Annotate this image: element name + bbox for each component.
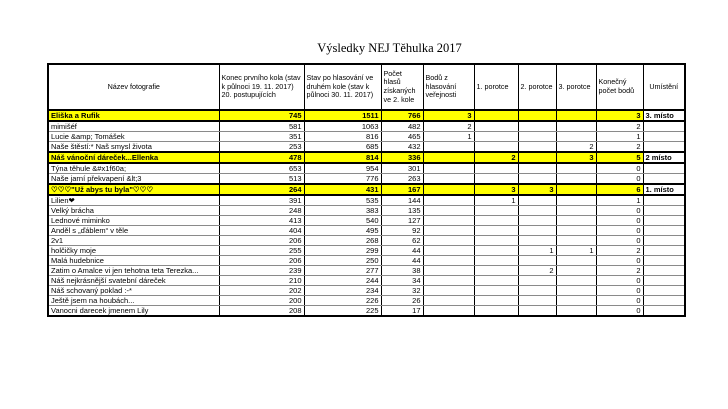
judge3-points-cell	[556, 276, 596, 286]
round1-count-cell: 210	[219, 276, 304, 286]
judge3-points-cell	[556, 195, 596, 206]
round2-count-cell: 816	[304, 132, 381, 142]
total-points-cell: 0	[596, 276, 643, 286]
round2-count-cell: 1511	[304, 110, 381, 121]
judge2-points-cell	[518, 163, 556, 174]
column-header-8: Konečný počet bodů	[596, 64, 643, 110]
total-points-cell: 0	[596, 256, 643, 266]
judge2-points-cell	[518, 152, 556, 163]
table-row	[48, 226, 685, 236]
judge3-points-cell	[556, 286, 596, 296]
place-cell	[643, 163, 685, 174]
total-points-cell: 2	[596, 121, 643, 132]
round2-votes-cell: 44	[381, 256, 423, 266]
total-points-cell: 6	[596, 184, 643, 195]
round1-count-cell: 745	[219, 110, 304, 121]
total-points-cell: 0	[596, 206, 643, 216]
photo-name-cell: Malá hudebnice	[48, 256, 219, 266]
judge2-points-cell	[518, 216, 556, 226]
round2-votes-cell: 336	[381, 152, 423, 163]
table-row	[48, 195, 685, 206]
public-points-cell	[423, 184, 474, 195]
round1-count-cell: 653	[219, 163, 304, 174]
public-points-cell	[423, 286, 474, 296]
judge3-points-cell: 3	[556, 152, 596, 163]
round2-count-cell: 277	[304, 266, 381, 276]
round2-count-cell: 495	[304, 226, 381, 236]
judge1-points-cell	[474, 276, 518, 286]
judge2-points-cell	[518, 174, 556, 185]
results-tbody	[48, 110, 685, 316]
place-cell	[643, 206, 685, 216]
judge1-points-cell	[474, 306, 518, 317]
round1-count-cell: 200	[219, 296, 304, 306]
round2-count-cell: 431	[304, 184, 381, 195]
table-row	[48, 110, 685, 121]
round1-count-cell: 391	[219, 195, 304, 206]
round2-votes-cell: 44	[381, 246, 423, 256]
round2-votes-cell: 38	[381, 266, 423, 276]
public-points-cell	[423, 174, 474, 185]
public-points-cell	[423, 216, 474, 226]
judge1-points-cell	[474, 121, 518, 132]
round1-count-cell: 264	[219, 184, 304, 195]
round2-votes-cell: 135	[381, 206, 423, 216]
total-points-cell: 0	[596, 163, 643, 174]
photo-name-cell: Týna těhule &#x1f60a;	[48, 163, 219, 174]
table-row	[48, 276, 685, 286]
judge2-points-cell: 3	[518, 184, 556, 195]
round2-votes-cell: 34	[381, 276, 423, 286]
public-points-cell: 3	[423, 110, 474, 121]
round2-votes-cell: 62	[381, 236, 423, 246]
public-points-cell: 2	[423, 121, 474, 132]
judge2-points-cell	[518, 256, 556, 266]
round2-votes-cell: 301	[381, 163, 423, 174]
public-points-cell	[423, 206, 474, 216]
judge1-points-cell	[474, 266, 518, 276]
total-points-cell: 1	[596, 132, 643, 142]
judge3-points-cell	[556, 256, 596, 266]
judge2-points-cell	[518, 276, 556, 286]
place-cell	[643, 246, 685, 256]
place-cell	[643, 142, 685, 153]
place-cell	[643, 195, 685, 206]
round2-count-cell: 535	[304, 195, 381, 206]
judge2-points-cell	[518, 236, 556, 246]
photo-name-cell: 2v1	[48, 236, 219, 246]
round1-count-cell: 404	[219, 226, 304, 236]
round2-count-cell: 954	[304, 163, 381, 174]
place-cell	[643, 306, 685, 317]
judge2-points-cell	[518, 206, 556, 216]
place-cell	[643, 236, 685, 246]
total-points-cell: 2	[596, 246, 643, 256]
photo-name-cell: Náš vánoční dáreček...Ellenka	[48, 152, 219, 163]
table-row	[48, 256, 685, 266]
column-header-3: Počet hlasů získaných ve 2. kole	[381, 64, 423, 110]
table-row	[48, 296, 685, 306]
table-row	[48, 286, 685, 296]
judge2-points-cell	[518, 195, 556, 206]
place-cell	[643, 276, 685, 286]
column-header-9: Umístění	[643, 64, 685, 110]
round2-count-cell: 268	[304, 236, 381, 246]
judge3-points-cell	[556, 216, 596, 226]
round1-count-cell: 478	[219, 152, 304, 163]
total-points-cell: 0	[596, 306, 643, 317]
round2-votes-cell: 263	[381, 174, 423, 185]
total-points-cell: 1	[596, 195, 643, 206]
column-header-4: Bodů z hlasování veřejnosti	[423, 64, 474, 110]
place-cell	[643, 266, 685, 276]
photo-name-cell: Ještě jsem na houbách...	[48, 296, 219, 306]
table-row	[48, 132, 685, 142]
column-header-5: 1. porotce	[474, 64, 518, 110]
judge1-points-cell	[474, 132, 518, 142]
round1-count-cell: 413	[219, 216, 304, 226]
column-header-1: Konec prvního kola (stav k půlnoci 19. 11. 2017) 20. postupujících	[219, 64, 304, 110]
judge3-points-cell	[556, 184, 596, 195]
round2-votes-cell: 482	[381, 121, 423, 132]
round1-count-cell: 255	[219, 246, 304, 256]
round2-votes-cell: 26	[381, 296, 423, 306]
judge2-points-cell	[518, 132, 556, 142]
photo-name-cell: Eliška a Rufik	[48, 110, 219, 121]
judge1-points-cell	[474, 286, 518, 296]
place-cell	[643, 226, 685, 236]
judge2-points-cell	[518, 296, 556, 306]
total-points-cell: 2	[596, 142, 643, 153]
round2-votes-cell: 17	[381, 306, 423, 317]
round2-votes-cell: 766	[381, 110, 423, 121]
judge1-points-cell	[474, 216, 518, 226]
table-row	[48, 142, 685, 153]
round1-count-cell: 206	[219, 256, 304, 266]
public-points-cell	[423, 142, 474, 153]
round1-count-cell: 581	[219, 121, 304, 132]
photo-name-cell: holčičky moje	[48, 246, 219, 256]
place-cell	[643, 132, 685, 142]
round2-count-cell: 226	[304, 296, 381, 306]
judge3-points-cell: 1	[556, 246, 596, 256]
round2-count-cell: 234	[304, 286, 381, 296]
total-points-cell: 5	[596, 152, 643, 163]
round2-votes-cell: 167	[381, 184, 423, 195]
round1-count-cell: 253	[219, 142, 304, 153]
photo-name-cell: Zatim o Amalce vi jen tehotna teta Terezka...	[48, 266, 219, 276]
judge1-points-cell	[474, 246, 518, 256]
public-points-cell	[423, 246, 474, 256]
total-points-cell: 0	[596, 216, 643, 226]
public-points-cell	[423, 226, 474, 236]
total-points-cell: 3	[596, 110, 643, 121]
table-row	[48, 174, 685, 185]
column-header-2: Stav po hlasování ve druhém kole (stav k půlnoci 30. 11. 2017)	[304, 64, 381, 110]
round2-count-cell: 299	[304, 246, 381, 256]
place-cell	[643, 296, 685, 306]
round2-votes-cell: 432	[381, 142, 423, 153]
column-header-0: Název fotografie	[48, 64, 219, 110]
column-header-6: 2. porotce	[518, 64, 556, 110]
judge3-points-cell	[556, 236, 596, 246]
round2-votes-cell: 127	[381, 216, 423, 226]
public-points-cell	[423, 236, 474, 246]
table-row	[48, 266, 685, 276]
photo-name-cell: Lilien❤	[48, 195, 219, 206]
judge3-points-cell	[556, 226, 596, 236]
table-row	[48, 236, 685, 246]
judge1-points-cell	[474, 256, 518, 266]
photo-name-cell: Vanocni darecek jmenem Lily	[48, 306, 219, 317]
total-points-cell: 0	[596, 226, 643, 236]
photo-name-cell: Velký brácha	[48, 206, 219, 216]
round1-count-cell: 208	[219, 306, 304, 317]
public-points-cell	[423, 266, 474, 276]
photo-name-cell: ♡♡♡"Už abys tu byla"♡♡♡	[48, 184, 219, 195]
table-row	[48, 184, 685, 195]
round2-count-cell: 685	[304, 142, 381, 153]
round2-count-cell: 776	[304, 174, 381, 185]
judge3-points-cell	[556, 132, 596, 142]
place-cell	[643, 174, 685, 185]
table-row	[48, 246, 685, 256]
place-cell	[643, 216, 685, 226]
judge3-points-cell	[556, 306, 596, 317]
judge1-points-cell	[474, 236, 518, 246]
photo-name-cell: Naše jarní překvapení &lt;3	[48, 174, 219, 185]
judge2-points-cell: 1	[518, 246, 556, 256]
public-points-cell	[423, 152, 474, 163]
judge2-points-cell	[518, 121, 556, 132]
table-row	[48, 163, 685, 174]
total-points-cell: 2	[596, 266, 643, 276]
judge3-points-cell	[556, 266, 596, 276]
judge2-points-cell	[518, 110, 556, 121]
page-title: Výsledky NEJ Těhulka 2017	[317, 41, 462, 55]
public-points-cell	[423, 296, 474, 306]
round2-count-cell: 814	[304, 152, 381, 163]
round1-count-cell: 513	[219, 174, 304, 185]
judge3-points-cell: 2	[556, 142, 596, 153]
results-table	[47, 63, 686, 317]
judge2-points-cell	[518, 226, 556, 236]
judge1-points-cell: 1	[474, 195, 518, 206]
judge3-points-cell	[556, 121, 596, 132]
photo-name-cell: Lucie &amp; Tomášek	[48, 132, 219, 142]
judge2-points-cell: 2	[518, 266, 556, 276]
judge2-points-cell	[518, 142, 556, 153]
judge1-points-cell	[474, 142, 518, 153]
judge1-points-cell	[474, 206, 518, 216]
photo-name-cell: Náš nejkrásnější svatební dáreček	[48, 276, 219, 286]
place-cell	[643, 121, 685, 132]
round1-count-cell: 239	[219, 266, 304, 276]
place-cell	[643, 286, 685, 296]
judge3-points-cell	[556, 174, 596, 185]
judge1-points-cell: 3	[474, 184, 518, 195]
place-cell	[643, 256, 685, 266]
round2-votes-cell: 465	[381, 132, 423, 142]
judge1-points-cell	[474, 110, 518, 121]
round1-count-cell: 202	[219, 286, 304, 296]
column-header-7: 3. porotce	[556, 64, 596, 110]
round2-count-cell: 540	[304, 216, 381, 226]
judge3-points-cell	[556, 110, 596, 121]
photo-name-cell: mimišéf	[48, 121, 219, 132]
round2-count-cell: 1063	[304, 121, 381, 132]
photo-name-cell: Lednové miminko	[48, 216, 219, 226]
judge1-points-cell	[474, 174, 518, 185]
judge1-points-cell	[474, 226, 518, 236]
round1-count-cell: 351	[219, 132, 304, 142]
total-points-cell: 0	[596, 286, 643, 296]
photo-name-cell: Anděl s „ďáblem“ v těle	[48, 226, 219, 236]
public-points-cell	[423, 276, 474, 286]
judge3-points-cell	[556, 296, 596, 306]
total-points-cell: 0	[596, 174, 643, 185]
table-row	[48, 306, 685, 317]
table-row	[48, 206, 685, 216]
round2-count-cell: 225	[304, 306, 381, 317]
public-points-cell	[423, 195, 474, 206]
judge3-points-cell	[556, 206, 596, 216]
table-row	[48, 152, 685, 163]
place-cell: 3. místo	[643, 110, 685, 121]
photo-name-cell: Náš schovaný poklad :-*	[48, 286, 219, 296]
round2-count-cell: 244	[304, 276, 381, 286]
public-points-cell: 1	[423, 132, 474, 142]
round2-count-cell: 250	[304, 256, 381, 266]
judge1-points-cell	[474, 296, 518, 306]
judge1-points-cell: 2	[474, 152, 518, 163]
place-cell: 1. místo	[643, 184, 685, 195]
total-points-cell: 0	[596, 296, 643, 306]
round1-count-cell: 248	[219, 206, 304, 216]
public-points-cell	[423, 163, 474, 174]
round2-votes-cell: 92	[381, 226, 423, 236]
judge2-points-cell	[518, 306, 556, 317]
judge1-points-cell	[474, 163, 518, 174]
round2-votes-cell: 144	[381, 195, 423, 206]
judge2-points-cell	[518, 286, 556, 296]
header-row	[48, 64, 685, 110]
photo-name-cell: Naše štěstí:* Naš smysl života	[48, 142, 219, 153]
public-points-cell	[423, 306, 474, 317]
table-row	[48, 121, 685, 132]
round2-votes-cell: 32	[381, 286, 423, 296]
round2-count-cell: 383	[304, 206, 381, 216]
round1-count-cell: 206	[219, 236, 304, 246]
judge3-points-cell	[556, 163, 596, 174]
place-cell: 2 místo	[643, 152, 685, 163]
public-points-cell	[423, 256, 474, 266]
table-row	[48, 216, 685, 226]
total-points-cell: 0	[596, 236, 643, 246]
